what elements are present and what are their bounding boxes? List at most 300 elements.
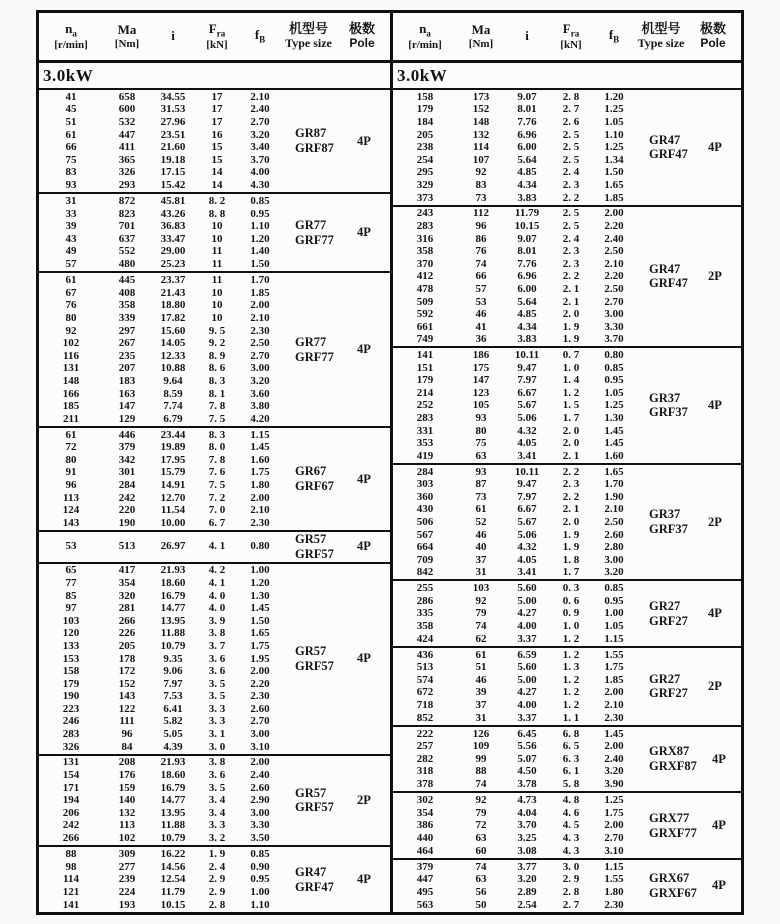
ma-value: 600 [118,103,136,116]
ma-value: 872 [118,195,136,208]
ma-value: 83 [475,178,487,191]
na-value: 77 [65,576,77,589]
na-value: 326 [62,740,80,753]
na-value: 360 [416,490,434,503]
type-size-line2: GRF77 [295,349,334,364]
fra-value: 16 [211,128,223,141]
fb-value: 0.95 [604,594,624,607]
na-value: 92 [65,324,77,337]
table-row [39,337,281,350]
table-row [393,478,635,491]
ma-value: 76 [475,245,487,258]
pole-value: 4P [712,751,726,766]
ma-value: 220 [118,504,136,517]
na-value: 238 [416,141,434,154]
type-size-label [281,273,338,425]
fra-value: 2. 8 [208,898,226,911]
ma-value: 281 [118,602,136,615]
fra-value: 2. 1 [562,449,580,462]
ma-value: 36 [475,333,487,346]
i-value: 6.00 [517,282,537,295]
na-value: 222 [416,727,434,740]
spec-group [393,90,741,207]
ma-value: 61 [475,648,487,661]
na-value: 478 [416,282,434,295]
type-size-line1: GR27 [649,598,681,613]
ma-value: 109 [472,740,490,753]
fb-value: 2.30 [604,898,624,911]
fb-value: 1.60 [250,453,270,466]
spec-group [39,90,390,194]
na-value: 358 [416,619,434,632]
fra-value: 3. 5 [208,781,226,794]
i-value: 10.15 [514,219,540,232]
ma-value: 172 [118,665,136,678]
na-value: 61 [65,128,77,141]
i-value: 7.97 [163,677,183,690]
ma-value: 823 [118,207,136,220]
fra-value: 8. 1 [208,387,226,400]
table-row [39,665,281,678]
fb-value: 1.50 [250,614,270,627]
table-row [39,363,281,376]
fra-value: 14 [211,166,223,179]
i-value: 8.01 [517,245,537,258]
i-value: 6.79 [163,412,183,425]
fra-value: 3. 3 [208,819,226,832]
fra-value: 2. 3 [562,178,580,191]
col-header-pole: 极数 Pole [348,21,375,51]
na-value: 358 [416,245,434,258]
i-value: 4.39 [163,740,183,753]
fra-value: 2. 0 [562,424,580,437]
i-value: 8.01 [517,103,537,116]
fra-value: 9. 5 [208,324,226,337]
type-size-label [635,90,689,205]
fra-value: 1. 9 [562,333,580,346]
i-value: 3.41 [517,449,537,462]
ma-value: 208 [118,756,136,769]
table-row [393,899,635,912]
i-value: 10.11 [514,348,540,361]
type-size-line2: GRF77 [295,232,334,247]
pole-value: 4P [708,397,722,412]
na-value: 133 [62,639,80,652]
fb-value: 2.50 [604,282,624,295]
fb-value: 2.10 [604,503,624,516]
fra-value: 1. 2 [562,648,580,661]
i-value: 14.77 [160,602,186,615]
na-value: 113 [63,491,79,504]
fra-value: 3. 4 [208,794,226,807]
table-row [39,678,281,691]
fb-value: 4.30 [250,178,270,191]
i-value: 19.89 [160,441,186,454]
table-row [393,595,635,608]
na-value: 98 [65,860,77,873]
fb-value: 2.40 [250,103,270,116]
fra-value: 10 [211,220,223,233]
fb-value: 2.40 [604,752,624,765]
na-value: 143 [62,516,80,529]
ma-value: 147 [472,374,490,387]
i-value: 15.79 [160,466,186,479]
ma-value: 92 [475,166,487,179]
na-value: 436 [416,648,434,661]
na-value: 121 [62,885,80,898]
fb-value: 1.95 [250,652,270,665]
na-value: 151 [416,361,434,374]
ma-value: 297 [118,324,136,337]
fb-value: 3.00 [250,728,270,741]
fra-value: 8. 6 [208,362,226,375]
na-value: 718 [416,699,434,712]
fb-value: 1.85 [250,286,270,299]
i-value: 4.32 [517,541,537,554]
spec-groups [393,90,741,912]
table-row [39,233,281,246]
table-row [393,116,635,129]
type-size-line1: GR37 [649,390,681,405]
table-row [393,387,635,400]
fra-value: 10 [211,299,223,312]
ma-value: 87 [475,478,487,491]
table-row [393,820,635,833]
fb-value: 1.85 [604,191,624,204]
fra-value: 3. 7 [208,639,226,652]
na-value: 166 [62,387,80,400]
fb-value: 3.30 [250,819,270,832]
na-value: 185 [62,400,80,413]
table-row [39,690,281,703]
fb-value: 1.75 [250,466,270,479]
na-value: 574 [416,673,434,686]
type-size-line2: GRF57 [295,800,334,815]
i-value: 5.67 [517,399,537,412]
fra-value: 0. 6 [562,594,580,607]
fra-value: 8. 8 [208,207,226,220]
fb-value: 1.25 [604,794,624,807]
ma-value: 532 [118,115,136,128]
fb-value: 1.80 [250,479,270,492]
i-value: 4.00 [517,619,537,632]
fra-value: 3. 8 [208,627,226,640]
table-row [39,467,281,480]
ma-value: 57 [475,282,487,295]
spec-group [39,847,390,912]
fra-value: 3. 0 [208,740,226,753]
table-row [39,375,281,388]
ma-value: 358 [118,299,136,312]
na-value: 257 [416,740,434,753]
ma-value: 417 [118,564,136,577]
fb-value: 2.00 [250,491,270,504]
table-row [39,104,281,117]
table-row [393,400,635,413]
ma-value: 114 [473,141,489,154]
ma-value: 73 [475,191,487,204]
col-header-i: i [525,28,529,44]
fb-value: 3.00 [604,308,624,321]
fra-value: 4. 1 [208,576,226,589]
na-value: 661 [416,320,434,333]
na-value: 53 [65,540,77,553]
fra-value: 3. 3 [208,702,226,715]
type-size-label [635,207,689,347]
col-header-fb: $f_B$ [608,27,620,45]
fra-value: 1. 1 [562,711,580,724]
fra-value: 7. 0 [208,504,226,517]
fra-value: 3. 3 [208,715,226,728]
ma-value: 66 [475,270,487,283]
table-row [39,300,281,313]
fra-value: 15 [211,153,223,166]
pole-value: 4P [357,539,371,554]
table-row [393,104,635,117]
ma-value: 235 [118,349,136,362]
fb-value: 1.45 [250,441,270,454]
fra-value: 8. 3 [208,375,226,388]
na-value: 447 [416,873,434,886]
fb-value: 3.30 [604,320,624,333]
fra-value: 7. 5 [208,479,226,492]
ma-value: 242 [118,491,136,504]
table-row [393,516,635,529]
spec-table [36,10,744,915]
fb-value: 0.85 [250,195,270,208]
fb-value: 2.10 [604,257,624,270]
table-row [39,246,281,259]
fb-value: 1.50 [250,258,270,271]
fb-value: 1.80 [604,885,624,898]
fb-value: 4.20 [250,412,270,425]
fb-value: 1.30 [250,589,270,602]
fra-value: 3. 5 [208,690,226,703]
fra-value: 2. 9 [208,873,226,886]
col-header-ma: Ma [Nm] [114,21,140,50]
spec-group [39,532,390,563]
na-value: 114 [63,873,79,886]
i-value: 4.05 [517,437,537,450]
ma-value: 309 [118,848,136,861]
col-header-ma: Ma [Nm] [468,21,494,50]
type-size-line1: GRX87 [649,744,690,759]
table-row [393,699,635,712]
ma-value: 122 [118,702,136,715]
ma-value: 411 [119,141,135,154]
na-value: 190 [62,690,80,703]
type-size-line2: GRF27 [649,613,688,628]
i-value: 3.83 [517,191,537,204]
na-value: 41 [65,90,77,103]
fb-value: 1.45 [604,437,624,450]
fra-value: 7. 2 [208,491,226,504]
table-row [39,91,281,104]
fra-value: 3. 5 [208,677,226,690]
na-value: 97 [65,602,77,615]
table-row [393,208,635,221]
i-value: 3.41 [517,566,537,579]
type-size-label [635,348,689,463]
i-value: 5.56 [517,740,537,753]
pole-value: 2P [708,268,722,283]
i-value: 2.89 [517,885,537,898]
table-row [39,312,281,325]
fra-value: 2. 1 [562,503,580,516]
ma-value: 447 [118,128,136,141]
ma-value: 342 [118,453,136,466]
fra-value: 2. 2 [562,490,580,503]
table-row [39,429,281,442]
fra-value: 0. 7 [562,348,580,361]
table-row [393,832,635,845]
fb-value: 2.30 [604,711,624,724]
fra-value: 2. 4 [208,860,226,873]
ma-value: 207 [118,362,136,375]
fra-value: 8. 0 [208,441,226,454]
fb-value: 1.65 [604,465,624,478]
table-row [393,554,635,567]
ma-value: 111 [119,715,135,728]
table-row [393,192,635,205]
na-value: 66 [65,141,77,154]
ma-value: 60 [475,844,487,857]
i-value: 10.88 [160,362,186,375]
fra-value: 1. 5 [562,399,580,412]
na-value: 57 [65,258,77,271]
ma-value: 80 [475,424,487,437]
na-value: 141 [416,348,434,361]
table-row [39,442,281,455]
ma-value: 126 [472,727,490,740]
fra-value: 1. 7 [562,411,580,424]
pole-value: 2P [708,514,722,529]
ma-value: 39 [475,686,487,699]
na-value: 75 [65,153,77,166]
i-value: 18.60 [160,768,186,781]
ma-value: 74 [475,257,487,270]
ma-value: 178 [118,652,136,665]
fra-value: 17 [211,90,223,103]
table-row [39,757,281,770]
i-value: 29.00 [160,245,186,258]
pole-value: 4P [357,872,371,887]
fb-value: 2.20 [250,677,270,690]
type-size-line2: GRXF77 [649,825,697,840]
fb-value: 3.00 [604,553,624,566]
ma-value: 40 [475,541,487,554]
na-value: 709 [416,553,434,566]
spec-group [393,648,741,727]
fb-value: 1.05 [604,386,624,399]
na-value: 506 [416,515,434,528]
fb-value: 1.70 [250,274,270,287]
pole-value: 4P [357,225,371,240]
fra-value: 2. 1 [562,295,580,308]
table-row [393,712,635,725]
table-row [39,454,281,467]
fra-value: 10 [211,286,223,299]
na-value: 124 [62,504,80,517]
fra-value: 1. 2 [562,686,580,699]
fb-value: 2.00 [604,740,624,753]
na-value: 672 [416,686,434,699]
fb-value: 3.20 [604,566,624,579]
i-value: 5.06 [517,528,537,541]
ma-value: 84 [121,740,133,753]
fra-value: 4. 0 [208,589,226,602]
spec-group [393,793,741,860]
na-value: 85 [65,589,77,602]
na-value: 51 [65,115,77,128]
type-size-label [281,564,338,754]
fb-value: 1.05 [604,619,624,632]
na-value: 303 [416,478,434,491]
i-value: 6.00 [517,141,537,154]
type-size-line1: GR47 [295,864,327,879]
column-header-row [393,13,741,63]
table-row [393,874,635,887]
table-row [39,769,281,782]
i-value: 33.47 [160,232,186,245]
fra-value: 6. 3 [562,752,580,765]
ma-value: 99 [475,752,487,765]
spec-group [39,194,390,273]
table-row [393,861,635,874]
fb-value: 3.20 [250,128,270,141]
table-row [393,728,635,741]
fb-value: 1.45 [604,727,624,740]
na-value: 440 [416,832,434,845]
col-header-pole: 极数 Pole [699,21,726,51]
ma-value: 140 [118,794,136,807]
fb-value: 2.40 [250,768,270,781]
fra-value: 2. 3 [562,478,580,491]
ma-value: 552 [118,245,136,258]
i-value: 7.74 [163,400,183,413]
fb-value: 1.15 [604,632,624,645]
table-row [39,794,281,807]
table-row [39,258,281,271]
fb-value: 2.70 [604,295,624,308]
ma-value: 63 [475,449,487,462]
i-value: 7.53 [163,690,183,703]
i-value: 6.59 [517,648,537,661]
i-value: 12.33 [160,349,186,362]
ma-value: 74 [475,860,487,873]
spec-group [393,465,741,582]
i-value: 21.93 [160,756,186,769]
fra-value: 3. 4 [208,806,226,819]
type-size-line1: GR57 [295,643,327,658]
fra-value: 3. 2 [208,831,226,844]
i-value: 12.70 [160,491,186,504]
na-value: 45 [65,103,77,116]
i-value: 43.26 [160,207,186,220]
na-value: 664 [416,541,434,554]
table-row [393,362,635,375]
ma-value: 301 [118,466,136,479]
table-row [393,321,635,334]
na-value: 842 [416,566,434,579]
table-row [39,577,281,590]
table-row [39,388,281,401]
table-row [393,807,635,820]
na-value: 223 [62,702,80,715]
na-value: 283 [416,411,434,424]
na-value: 255 [416,582,434,595]
table-row [39,602,281,615]
